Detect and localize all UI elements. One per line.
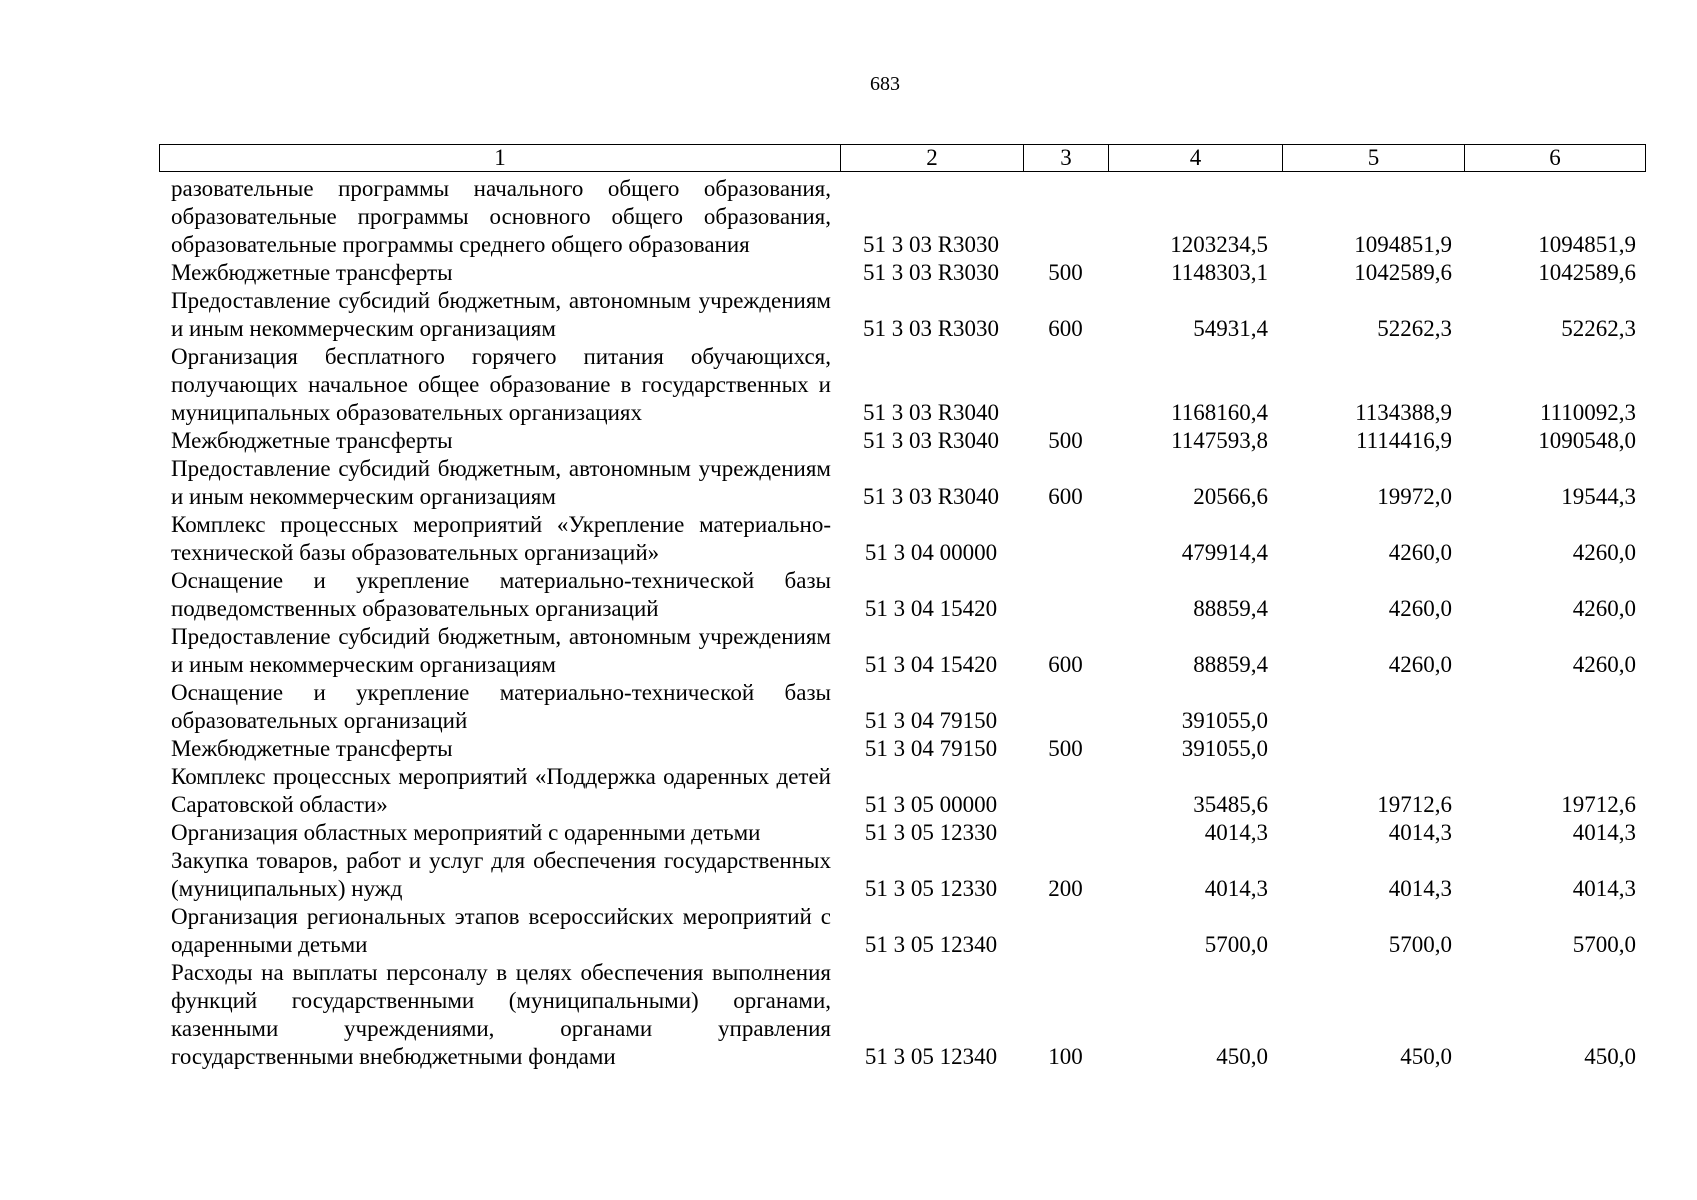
row-name: Межбюджетные трансферты bbox=[171, 260, 453, 285]
row-code: 51 3 03 R3040 bbox=[862, 400, 1000, 425]
table-row bbox=[159, 847, 1659, 903]
row-value-col6: 4260,0 bbox=[1572, 596, 1636, 621]
row-code: 51 3 04 79150 bbox=[864, 708, 998, 733]
row-value-col6: 5700,0 bbox=[1572, 932, 1636, 957]
row-name: Предоставление субсидий бюджетным, автономным учреждениям и иным некоммерческим организациям bbox=[171, 456, 831, 509]
row-code: 51 3 04 15420 bbox=[864, 596, 998, 621]
row-value-col4: 20566,6 bbox=[1193, 484, 1268, 509]
column-header-6: 6 bbox=[1465, 145, 1646, 172]
table-body bbox=[159, 175, 1659, 1071]
row-value-col6: 19712,6 bbox=[1561, 792, 1636, 817]
row-value-col6: 4260,0 bbox=[1572, 652, 1636, 677]
row-value-col6: 4014,3 bbox=[1572, 820, 1636, 845]
row-value-col4: 391055,0 bbox=[1181, 736, 1268, 761]
row-value-col4: 54931,4 bbox=[1193, 316, 1268, 341]
row-value-col5: 1094851,9 bbox=[1354, 232, 1452, 257]
row-value-col4: 450,0 bbox=[1216, 1044, 1268, 1069]
table-row bbox=[159, 623, 1659, 679]
table-row bbox=[159, 511, 1659, 567]
row-value-col5: 19712,6 bbox=[1377, 792, 1452, 817]
row-value-col5: 1134388,9 bbox=[1355, 400, 1452, 425]
table-row bbox=[159, 903, 1659, 959]
row-value-col6: 4014,3 bbox=[1572, 876, 1636, 901]
row-expense-type: 600 bbox=[1048, 652, 1083, 677]
table-row bbox=[159, 287, 1659, 343]
row-name: Закупка товаров, работ и услуг для обеспечения государственных (муниципальных) нужд bbox=[171, 848, 831, 901]
row-value-col4: 4014,3 bbox=[1204, 820, 1268, 845]
row-value-col4: 5700,0 bbox=[1204, 932, 1268, 957]
row-code: 51 3 05 12340 bbox=[864, 932, 998, 957]
row-value-col4: 1147593,8 bbox=[1171, 428, 1268, 453]
column-header-1: 1 bbox=[160, 145, 841, 172]
row-value-col6: 1090548,0 bbox=[1538, 428, 1636, 453]
row-name: Расходы на выплаты персоналу в целях обеспечения выполнения функций государственными (муниципальными) органами, казенными учреждениями, органами управления государственными внебюджетными фондами bbox=[171, 960, 831, 1069]
table-row bbox=[159, 567, 1659, 623]
row-name: Оснащение и укрепление материально-технической базы образовательных организаций bbox=[171, 680, 831, 733]
table-row bbox=[159, 427, 1659, 455]
table-row bbox=[159, 959, 1659, 1071]
row-code: 51 3 04 15420 bbox=[864, 652, 998, 677]
row-value-col4: 1168160,4 bbox=[1171, 400, 1268, 425]
row-value-col5: 19972,0 bbox=[1377, 484, 1452, 509]
table-row bbox=[159, 819, 1659, 847]
row-expense-type: 600 bbox=[1048, 316, 1083, 341]
row-expense-type: 500 bbox=[1048, 428, 1083, 453]
page-number: 683 bbox=[870, 73, 900, 95]
row-name: Межбюджетные трансферты bbox=[171, 428, 453, 453]
row-name: Комплекс процессных мероприятий «Укрепление материально-технической базы образовательных организаций» bbox=[171, 512, 831, 565]
row-expense-type: 500 bbox=[1048, 260, 1083, 285]
row-name: Организация областных мероприятий с одаренными детьми bbox=[171, 820, 761, 845]
row-value-col4: 479914,4 bbox=[1181, 540, 1268, 565]
table-row bbox=[159, 175, 1659, 259]
row-code: 51 3 03 R3030 bbox=[862, 260, 1000, 285]
row-name: Организация бесплатного горячего питания обучающихся, получающих начальное общее образование в государственных и муниципальных образовательных организациях bbox=[171, 344, 831, 425]
row-value-col4: 391055,0 bbox=[1181, 708, 1268, 733]
row-name: разовательные программы начального общего образования, образовательные программы основного общего образования, образовательные программы среднего общего образования bbox=[171, 176, 831, 257]
row-name: Предоставление субсидий бюджетным, автономным учреждениям и иным некоммерческим организациям bbox=[171, 624, 831, 677]
column-header-4: 4 bbox=[1109, 145, 1283, 172]
row-value-col6: 450,0 bbox=[1584, 1044, 1636, 1069]
row-code: 51 3 05 12340 bbox=[864, 1044, 998, 1069]
row-value-col6: 1094851,9 bbox=[1538, 232, 1636, 257]
row-value-col6: 4260,0 bbox=[1572, 540, 1636, 565]
row-code: 51 3 05 12330 bbox=[864, 820, 998, 845]
row-code: 51 3 03 R3040 bbox=[862, 428, 1000, 453]
row-code: 51 3 04 00000 bbox=[864, 540, 998, 565]
table-row bbox=[159, 763, 1659, 819]
table-row bbox=[159, 343, 1659, 427]
row-name: Организация региональных этапов всероссийских мероприятий с одаренными детьми bbox=[171, 904, 831, 957]
row-value-col6: 1042589,6 bbox=[1538, 260, 1636, 285]
column-header-2: 2 bbox=[841, 145, 1024, 172]
row-value-col4: 1148303,1 bbox=[1171, 260, 1268, 285]
row-value-col4: 1203234,5 bbox=[1170, 232, 1268, 257]
row-expense-type: 500 bbox=[1048, 736, 1083, 761]
row-code: 51 3 04 79150 bbox=[864, 736, 998, 761]
row-name: Оснащение и укрепление материально-технической базы подведомственных образовательных организаций bbox=[171, 568, 831, 621]
row-code: 51 3 05 00000 bbox=[864, 792, 998, 817]
table-row bbox=[159, 455, 1659, 511]
row-value-col6: 19544,3 bbox=[1561, 484, 1636, 509]
row-value-col5: 4260,0 bbox=[1388, 540, 1452, 565]
table-row bbox=[159, 259, 1659, 287]
row-value-col5: 4260,0 bbox=[1388, 652, 1452, 677]
column-header-5: 5 bbox=[1283, 145, 1465, 172]
table-row bbox=[159, 735, 1659, 763]
row-value-col5: 4014,3 bbox=[1388, 876, 1452, 901]
row-code: 51 3 05 12330 bbox=[864, 876, 998, 901]
table-row bbox=[159, 679, 1659, 735]
row-expense-type: 600 bbox=[1048, 484, 1083, 509]
row-value-col4: 4014,3 bbox=[1204, 876, 1268, 901]
row-value-col6: 52262,3 bbox=[1561, 316, 1636, 341]
row-value-col6: 1110092,3 bbox=[1539, 400, 1636, 425]
row-value-col5: 1114416,9 bbox=[1355, 428, 1452, 453]
row-code: 51 3 03 R3030 bbox=[862, 316, 1000, 341]
table-header bbox=[159, 144, 1646, 172]
row-value-col4: 88859,4 bbox=[1193, 652, 1268, 677]
row-expense-type: 100 bbox=[1048, 1044, 1083, 1069]
row-name: Предоставление субсидий бюджетным, автономным учреждениям и иным некоммерческим организациям bbox=[171, 288, 831, 341]
row-value-col5: 5700,0 bbox=[1388, 932, 1452, 957]
row-expense-type: 200 bbox=[1048, 876, 1083, 901]
row-value-col4: 88859,4 bbox=[1193, 596, 1268, 621]
row-value-col5: 4260,0 bbox=[1388, 596, 1452, 621]
row-value-col5: 52262,3 bbox=[1377, 316, 1452, 341]
row-value-col4: 35485,6 bbox=[1193, 792, 1268, 817]
column-header-3: 3 bbox=[1024, 145, 1109, 172]
row-name: Межбюджетные трансферты bbox=[171, 736, 453, 761]
row-name: Комплекс процессных мероприятий «Поддержка одаренных детей Саратовской области» bbox=[171, 764, 831, 817]
row-value-col5: 1042589,6 bbox=[1354, 260, 1452, 285]
row-code: 51 3 03 R3040 bbox=[862, 484, 1000, 509]
table-header-row bbox=[160, 145, 1646, 172]
row-value-col5: 450,0 bbox=[1400, 1044, 1452, 1069]
row-value-col5: 4014,3 bbox=[1388, 820, 1452, 845]
row-code: 51 3 03 R3030 bbox=[862, 232, 1000, 257]
